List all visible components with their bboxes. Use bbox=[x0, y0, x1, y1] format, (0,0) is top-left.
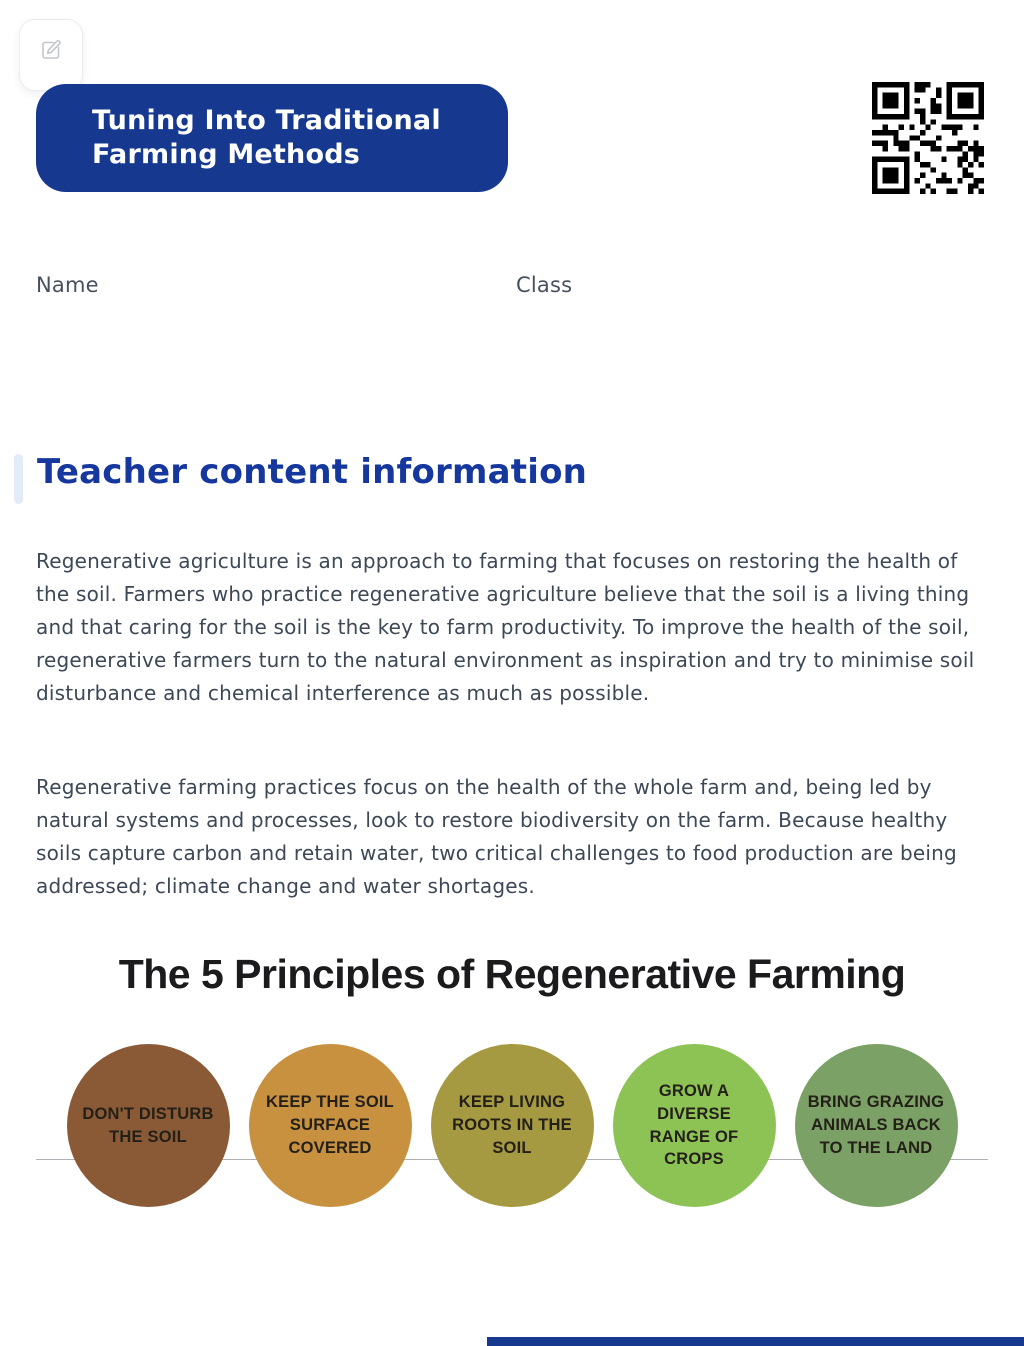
principle-circle bbox=[613, 1044, 776, 1207]
principle-label: BRING GRAZING ANIMALS BACK TO THE LAND bbox=[807, 1093, 945, 1157]
bottom-accent-bar bbox=[487, 1337, 1024, 1346]
principle-circle bbox=[249, 1044, 412, 1207]
principle-label: GROW A DIVERSE RANGE OF CROPS bbox=[649, 1081, 739, 1169]
teacher-paragraph-2: Regenerative farming practices focus on the health of the whole farm and, being led by natural systems and processes, look to restore biodiversity on the farm. Because healthy soils capture carbon and retain water, two critical challenges to food production are being addressed; climate change and water shortages. bbox=[36, 775, 957, 898]
principle-label: KEEP LIVING ROOTS IN THE SOIL bbox=[452, 1093, 572, 1157]
principle-label: DON'T DISTURB THE SOIL bbox=[82, 1104, 214, 1146]
principle-circle bbox=[67, 1044, 230, 1207]
section-heading: Teacher content information bbox=[37, 452, 588, 492]
teacher-paragraph-1: Regenerative agriculture is an approach to farming that focuses on restoring the health of the soil. Farmers who practice regenerative agriculture believe that the soil is a living thing and that caring for the soil is the key to farm productivity. To improve the health of the soil, regenerative farmers turn to the natural environment as inspiration and try to minimise soil disturbance and chemical interference as much as possible. bbox=[36, 549, 975, 705]
principle-circle bbox=[431, 1044, 594, 1207]
edit-button[interactable] bbox=[19, 19, 83, 91]
title-banner bbox=[36, 84, 508, 192]
pencil-square-icon bbox=[39, 44, 63, 66]
qr-code bbox=[872, 82, 984, 194]
heading-accent-bar bbox=[14, 454, 23, 504]
name-label: Name bbox=[36, 273, 99, 297]
worksheet-title: Tuning Into Traditional Farming Methods bbox=[92, 105, 441, 170]
principles-row bbox=[0, 1044, 1024, 1210]
class-label: Class bbox=[516, 273, 573, 297]
principles-title: The 5 Principles of Regenerative Farming bbox=[118, 951, 906, 997]
principle-label: KEEP THE SOIL SURFACE COVERED bbox=[266, 1093, 394, 1157]
principle-circle bbox=[795, 1044, 958, 1207]
